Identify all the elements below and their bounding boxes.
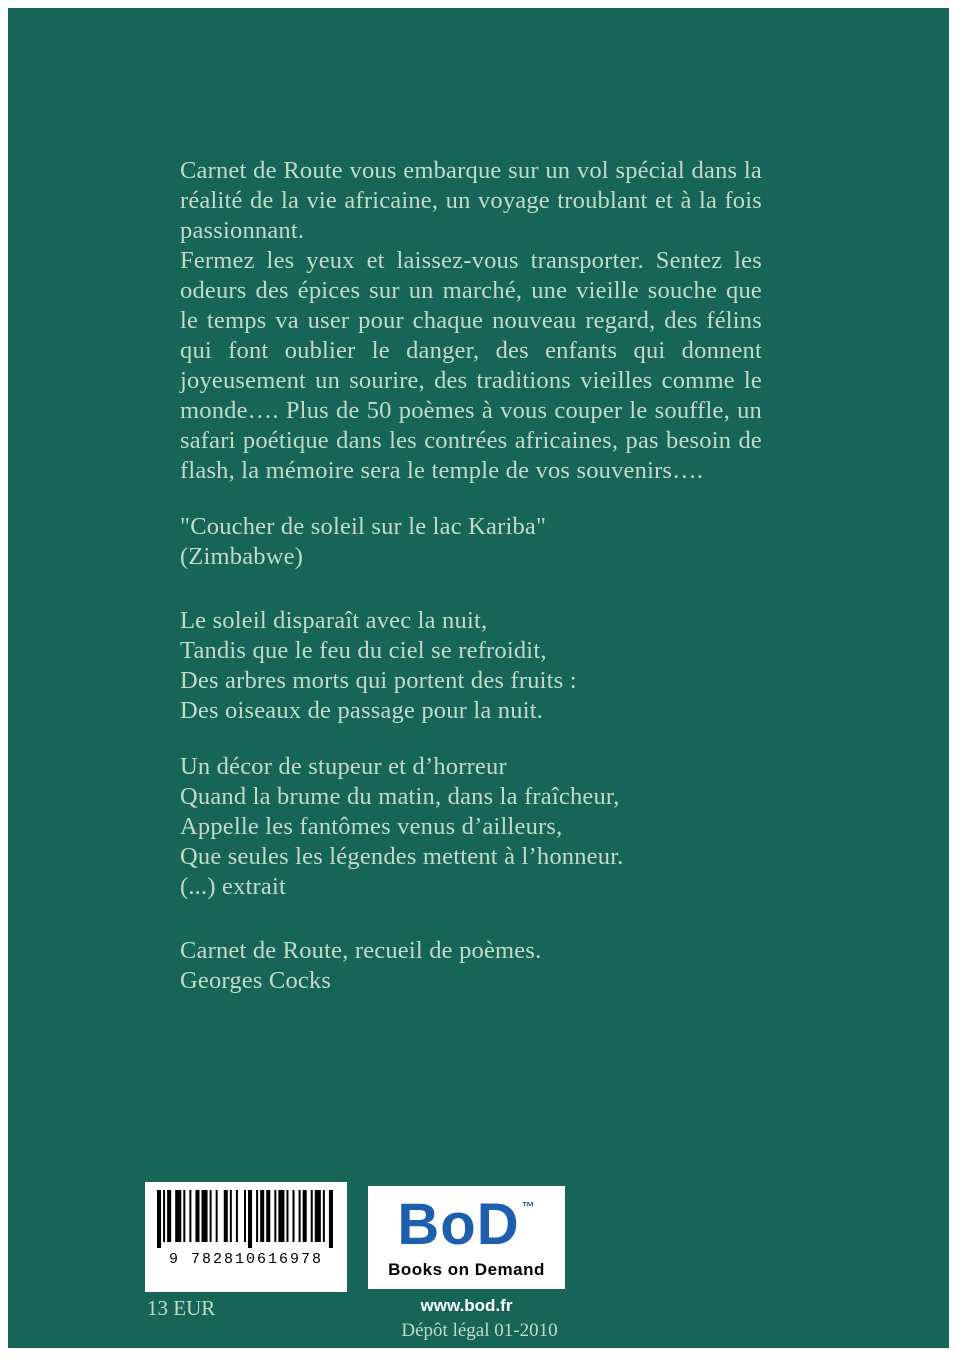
bod-logo-panel	[368, 1186, 565, 1289]
poem-line: Des oiseaux de passage pour la nuit.	[180, 697, 544, 724]
poem-line: (...) extrait	[180, 873, 286, 900]
poem-line: Des arbres morts qui portent des fruits :	[180, 667, 577, 694]
legal-notice: Dépôt légal 01-2010	[401, 1320, 558, 1341]
blurb-paragraph-2: Fermez les yeux et laissez-vous transporter. Sentez les odeurs des épices sur un marché, une vieille souche que le temps va user pour chaque nouveau regard, des félins qui font oublier le danger, des enfants qui donnent joyeusement un sourire, des traditions vieilles comme le monde…. Plus de 50 poèmes à vous couper le souffle, un safari poétique dans les contrées africaines, pas besoin de flash, la mémoire sera le temple de vos souvenirs….	[180, 247, 762, 484]
bod-logo-subtitle: Books on Demand	[388, 1259, 545, 1279]
poem-location: (Zimbabwe)	[180, 543, 304, 570]
poem-line: Le soleil disparaît avec la nuit,	[180, 607, 488, 634]
barcode-bars	[157, 1190, 335, 1248]
poem-line: Un décor de stupeur et d’horreur	[180, 753, 507, 780]
poem-line: Tandis que le feu du ciel se refroidit,	[180, 637, 547, 664]
back-cover-text	[180, 156, 762, 996]
barcode-panel	[145, 1182, 347, 1292]
barcode-number: 9 782810616978	[168, 1251, 324, 1268]
price-label: 13 EUR	[147, 1296, 216, 1320]
poem-line: Appelle les fantômes venus d’ailleurs,	[180, 813, 563, 840]
bod-logo-letters: BoD	[397, 1191, 520, 1257]
credit-line-1: Carnet de Route, recueil de poèmes.	[180, 937, 542, 964]
blurb-paragraph-1: Carnet de Route vous embarque sur un vol spécial dans la réalité de la vie africaine, un voyage troublant et à la fois passionnant.	[180, 157, 762, 244]
poem-title: "Coucher de soleil sur le lac Kariba"	[180, 513, 547, 540]
credit-line-2: Georges Cocks	[180, 967, 332, 994]
bod-website: www.bod.fr	[420, 1296, 513, 1315]
bod-logo-text	[397, 1191, 536, 1257]
spacer	[180, 572, 762, 606]
poem-line: Quand la brume du matin, dans la fraîcheur,	[180, 783, 620, 810]
spacer	[180, 902, 762, 936]
spacer	[180, 486, 762, 512]
trademark-symbol: ™	[521, 1198, 536, 1214]
poem-line: Que seules les légendes mettent à l’honneur.	[180, 843, 624, 870]
spacer	[180, 726, 762, 752]
